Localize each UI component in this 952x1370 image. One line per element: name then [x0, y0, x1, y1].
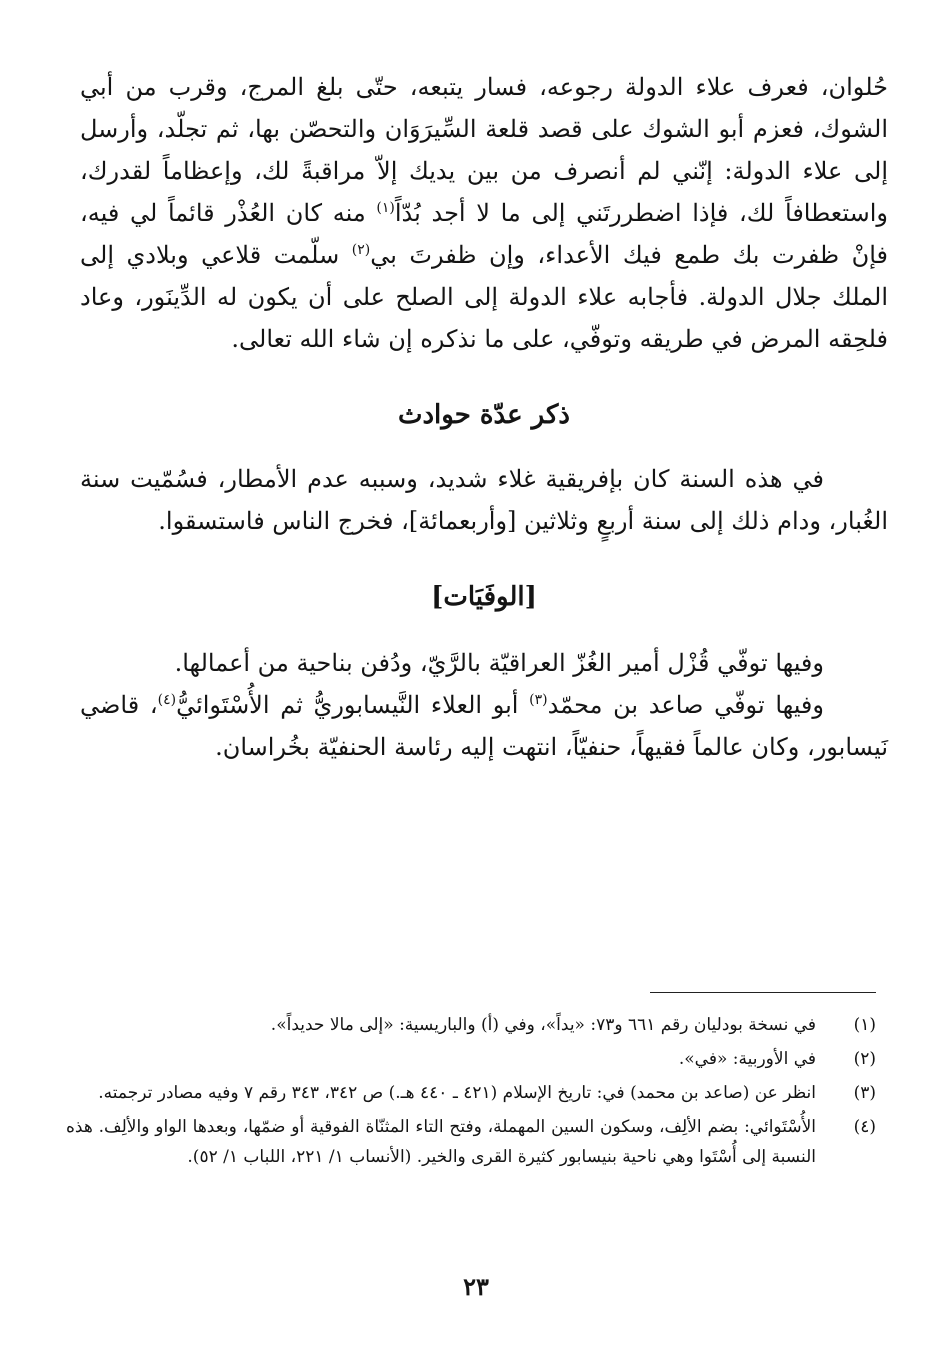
page-number: ٢٣ [463, 1272, 489, 1301]
paragraph-1 [80, 66, 888, 360]
footnote-ref-2: (٢) [351, 242, 371, 258]
footnote-text: انظر عن (صاعد بن محمد) في: تاريخ الإسلام (٤٢١ ـ ٤٤٠ هـ.) ص ٣٤٢، ٣٤٣ رقم ٧ وفيه مصادر ترجمته. [98, 1083, 816, 1103]
footnote-number: (٣) [853, 1083, 876, 1103]
footnote-number: (١) [853, 1015, 876, 1035]
section-heading-events: ذكر عدّة حوادث [398, 400, 570, 430]
paragraph-4-text: وفيها توفّي صاعد بن محمّد [547, 691, 824, 719]
footnote [66, 1010, 876, 1040]
footnote-number: (٢) [853, 1049, 876, 1069]
paragraph-1-text: حُلوان، فعرف علاء الدولة رجوعه، فسار يتبعه، حتّى بلغ المرج، وقرب من أبي الشوك، فعزم أبو الشوك على قصد قلعة السِّيرَوَان والتحصّن بها، ثم تجلّد، وأرسل إلى علاء الدولة: إنّني لم أنصرف من بين يديك إلاّ مراقبةً لك، وإعظاماً لقدرك، واستعطافاً لك، فإذا اضطررتَني إلى ما لا أجد بُدّاً [80, 73, 888, 227]
paragraph-4-text-end: ، قاضي نَيسابور، وكان عالماً فقيهاً، حنفيّاً، انتهت إليه رئاسة الحنفيّة بخُراسان. [80, 691, 888, 761]
footnote-ref-3: (٣) [529, 692, 548, 708]
footnotes [66, 1010, 876, 1176]
footnote-ref-1: (١) [376, 200, 395, 216]
footnote [66, 1044, 876, 1074]
paragraph-4-text-mid: أبو العلاء النَّيسابوريُّ ثم الأُسْتَوائيُّ [176, 691, 530, 719]
paragraph-4 [80, 684, 888, 768]
footnote-number: (٤) [853, 1117, 876, 1137]
footnote-ref-4: (٤) [157, 692, 177, 708]
footnote [66, 1112, 876, 1172]
footnote-text: في نسخة بودليان رقم ٦٦١ و٧٣: «يداً»، وفي (أ) والباريسية: «إلى مالا حديداً». [270, 1015, 816, 1035]
main-text-block-1 [80, 66, 888, 360]
main-text-block-2 [80, 458, 888, 542]
paragraph-3: وفيها توفّي قُزْل أمير الغُزّ العراقيّة بالرَّيّ، ودُفن بناحية من أعمالها. [174, 649, 824, 677]
paragraph-1-text-mid: منه كان العُذْر قائماً لي فيه، فإنْ ظفرت بك طمع فيك الأعداء، وإن ظفرتَ بي [80, 199, 888, 269]
footnote-divider [650, 992, 876, 993]
main-text-block-3 [80, 642, 888, 768]
footnote [66, 1078, 876, 1108]
paragraph-1-text-end: سلّمت قلاعي وبلادي إلى الملك جلال الدولة. فأجابه علاء الدولة إلى الصلح على أن يكون له الدِّينَور، وعاد فلحِقه المرض في طريقه وتوفّي، على ما نذكره إن شاء الله تعالى. [80, 241, 888, 353]
footnote-text: الأُسْتَوائي: بضم الألِف، وسكون السين المهملة، وفتح التاء المثنّاة الفوقية أو ضمّها، وبعدها الواو والألِف. هذه النسبة إلى أُسْتَوا وهي ناحية بنيسابور كثيرة القرى والخير. (الأنساب ١/ ٢٢١، اللباب ١/ ٥٢). [66, 1117, 816, 1167]
section-heading-deaths: [الوفَيَات] [431, 582, 537, 612]
paragraph-2: في هذه السنة كان بإفريقية غلاء شديد، وسببه عدم الأمطار، فسُمّيت سنة الغُبار، ودام ذلك إلى سنة أربعٍ وثلاثين [وأربعمائة]، فخرج الناس فاستسقوا. [80, 465, 888, 535]
footnote-text: في الأوربية: «في». [678, 1049, 816, 1069]
